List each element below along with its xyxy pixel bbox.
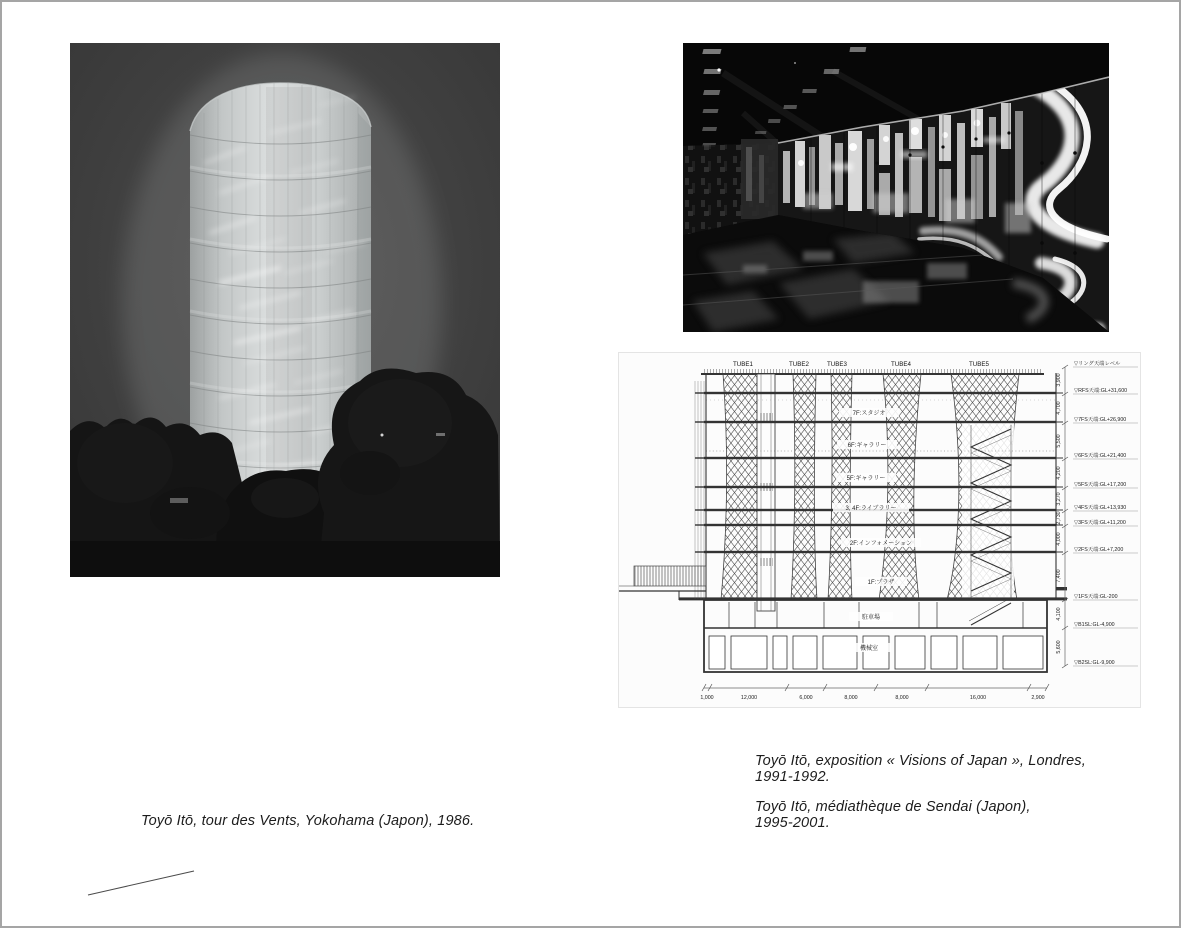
svg-text:2,900: 2,900	[1031, 695, 1045, 701]
svg-text:5F:ギャラリー: 5F:ギャラリー	[846, 476, 886, 482]
caption-mediatheque-line2: 1995-2001.	[755, 815, 830, 831]
diagonal-rule-line	[84, 866, 202, 900]
elevator-shaft	[757, 374, 775, 611]
svg-text:4,100: 4,100	[1056, 607, 1062, 621]
tower-of-winds-photo	[70, 43, 500, 577]
roof-railing	[704, 369, 1041, 373]
svg-text:▽B2SL:GL-9,900: ▽B2SL:GL-9,900	[1074, 660, 1115, 666]
caption-visions-line2: 1991-1992.	[755, 769, 830, 785]
exhibition-photo-graphic	[683, 43, 1109, 332]
caption-tower-of-winds	[141, 813, 474, 829]
building-sign-light	[170, 498, 188, 503]
svg-text:5,500: 5,500	[1056, 434, 1062, 448]
svg-text:16,000: 16,000	[969, 695, 987, 701]
svg-text:12,000: 12,000	[740, 695, 758, 701]
svg-text:1F:プラザ: 1F:プラザ	[867, 580, 895, 586]
svg-text:5,600: 5,600	[1056, 640, 1062, 654]
svg-text:2F:インフォメーション: 2F:インフォメーション	[849, 541, 913, 547]
svg-text:▽1FS天端:GL-200: ▽1FS天端:GL-200	[1074, 594, 1118, 600]
svg-text:TUBE4: TUBE4	[891, 361, 911, 368]
caption-visions-line1: Toyō Itō, exposition « Visions of Japan », Londres,	[755, 753, 1086, 769]
svg-text:TUBE2: TUBE2	[789, 361, 809, 368]
svg-text:▽3FS天端:GL+11,200: ▽3FS天端:GL+11,200	[1074, 520, 1126, 526]
svg-text:3,900: 3,900	[1056, 373, 1062, 387]
svg-text:▽6FS天端:GL+21,400: ▽6FS天端:GL+21,400	[1074, 453, 1127, 459]
svg-text:TUBE1: TUBE1	[733, 361, 753, 368]
svg-text:▽リング天端レベル: ▽リング天端レベル	[1074, 361, 1121, 367]
svg-text:8,000: 8,000	[844, 695, 858, 701]
visions-of-japan-photo	[683, 43, 1109, 332]
caption-tower-text: Toyō Itō, tour des Vents, Yokohama (Japon), 1986.	[141, 813, 475, 829]
caption-mediatheque-line1: Toyō Itō, médiathèque de Sendai (Japon),	[755, 799, 1031, 815]
svg-text:6F:ギャラリー: 6F:ギャラリー	[847, 443, 887, 449]
caption-visions-of-japan	[755, 753, 1086, 785]
svg-text:8,000: 8,000	[895, 695, 909, 701]
svg-text:1,000: 1,000	[700, 695, 714, 701]
svg-text:3,270: 3,270	[1056, 492, 1062, 506]
svg-text:▽7FS天端:GL+26,900: ▽7FS天端:GL+26,900	[1074, 417, 1127, 423]
svg-text:▽B1SL:GL-4,900: ▽B1SL:GL-4,900	[1074, 622, 1115, 628]
svg-text:TUBE3: TUBE3	[827, 361, 847, 368]
svg-text:7F:スタジオ: 7F:スタジオ	[852, 411, 886, 417]
svg-text:4,700: 4,700	[1056, 401, 1062, 415]
svg-text:▽5FS天端:GL+17,200: ▽5FS天端:GL+17,200	[1074, 482, 1127, 488]
svg-text:TUBE5: TUBE5	[969, 361, 989, 368]
tower-photo-graphic	[70, 43, 500, 577]
section-drawing-graphic	[619, 353, 1140, 707]
svg-text:4,200: 4,200	[1056, 466, 1062, 480]
sendai-mediatheque-section-drawing	[618, 352, 1141, 708]
svg-text:▽4FS天端:GL+13,930: ▽4FS天端:GL+13,930	[1074, 505, 1127, 511]
svg-text:機械室: 機械室	[859, 646, 879, 652]
svg-text:駐車場: 駐車場	[861, 615, 881, 621]
svg-text:6,000: 6,000	[799, 695, 813, 701]
svg-text:2,730: 2,730	[1056, 511, 1062, 525]
svg-text:3, 4F:ライブラリー: 3, 4F:ライブラリー	[845, 506, 897, 512]
caption-mediatheque	[755, 799, 1086, 831]
svg-text:▽2FS天端:GL+7,200: ▽2FS天端:GL+7,200	[1074, 547, 1124, 553]
captions-right-column	[755, 753, 1086, 845]
svg-text:7,400: 7,400	[1056, 569, 1062, 583]
svg-text:4,000: 4,000	[1056, 532, 1062, 546]
svg-text:▽RFS天端:GL+31,600: ▽RFS天端:GL+31,600	[1074, 388, 1128, 394]
